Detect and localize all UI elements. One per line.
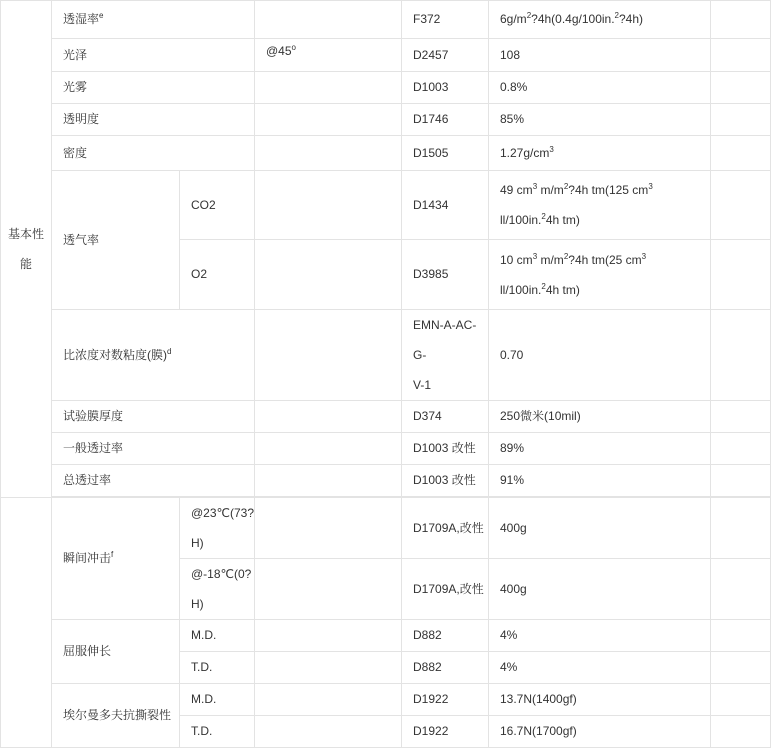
row-yield-md [1,620,771,652]
category-mech [1,498,52,748]
prop-impact: 瞬间冲击$^f$ [52,498,180,620]
value-co2: 49 $cm^3$ $m/m^2?4h$ tm(125 $cm^3$ ll/100in.$^2$4h tm) [489,171,711,240]
row-moisture [1,1,771,39]
method-tear-td: D1922 [402,716,489,748]
value-haze: 0.8% [489,72,711,104]
method-thickness: D374 [402,401,489,433]
prop-haze: 光雾 [52,72,255,104]
method-impact-1: D1709A,改性 [402,498,489,559]
method-transmit: D1003 改性 [402,433,489,465]
row-haze [1,72,771,104]
method-density: D1505 [402,136,489,171]
method-co2: D1434 [402,171,489,240]
value-thickness: 250微米(10mil) [489,401,711,433]
method-moisture: F372 [402,1,489,39]
prop-density: 密度 [52,136,255,171]
method-yield-md: D882 [402,620,489,652]
method-viscosity: EMN-A-AC-G- V-1 [402,310,489,401]
value-viscosity: 0.70 [489,310,711,401]
category-basic [1,1,52,498]
value-tear-td: 16.7N(1700gf) [489,716,711,748]
row-density [1,136,771,171]
cond-gloss: @45$^o$ [255,39,402,72]
cond-co2: CO2 [180,171,255,240]
prop-viscosity: 比浓度对数粘度(膜)$^d$ [52,310,255,401]
cond-yield-td: T.D. [180,652,255,684]
cond-impact-2: @-18℃(0? H) [180,559,255,620]
value-gloss: 108 [489,39,711,72]
cond-yield-md: M.D. [180,620,255,652]
category-basic-line1: 基本性 [7,227,44,241]
prop-yield: 屈服伸长 [52,620,180,684]
value-total: 91% [489,465,711,497]
prop-transmit: 一般透过率 [52,433,255,465]
method-o2: D3985 [402,240,489,310]
prop-thickness: 试验膜厚度 [52,401,255,433]
row-clarity [1,104,771,136]
value-tear-md: 13.7N(1400gf) [489,684,711,716]
method-haze: D1003 [402,72,489,104]
row-thickness [1,401,771,433]
row-viscosity [1,310,771,401]
value-yield-td: 4% [489,652,711,684]
cond-o2: O2 [180,240,255,310]
method-total: D1003 改性 [402,465,489,497]
value-moisture: $6g/m^2?4h(0.4g/100in.^2?4h)$ [489,1,711,39]
cond-tear-td: T.D. [180,716,255,748]
prop-moisture: 透湿率$^e$ [52,1,255,39]
value-o2: 10 $cm^3$ $m/m^2?4h$ tm(25 $cm^3$ ll/100in.$^2$4h tm) [489,240,711,310]
value-yield-md: 4% [489,620,711,652]
value-impact-2: 400g [489,559,711,620]
value-clarity: 85% [489,104,711,136]
method-impact-2: D1709A,改性 [402,559,489,620]
prop-total: 总透过率 [52,465,255,497]
value-density: $1.27g/cm^3$ [489,136,711,171]
value-transmit: 89% [489,433,711,465]
method-tear-md: D1922 [402,684,489,716]
prop-tear: 埃尔曼多夫抗撕裂性 [52,684,180,748]
value-impact-1: 400g [489,498,711,559]
method-gloss: D2457 [402,39,489,72]
prop-clarity: 透明度 [52,104,255,136]
method-clarity: D1746 [402,104,489,136]
row-gloss [1,39,771,72]
method-yield-td: D882 [402,652,489,684]
prop-gas: 透气率 [52,171,180,310]
prop-gloss: 光泽 [52,39,255,72]
row-transmit [1,433,771,465]
row-tear-md [1,684,771,716]
row-total [1,465,771,497]
category-basic-line2: 能 [19,257,32,271]
cond-impact-1: @23℃(73? H) [180,498,255,559]
cond-tear-md: M.D. [180,684,255,716]
row-impact-1 [1,498,771,559]
row-gas-co2 [1,171,771,240]
